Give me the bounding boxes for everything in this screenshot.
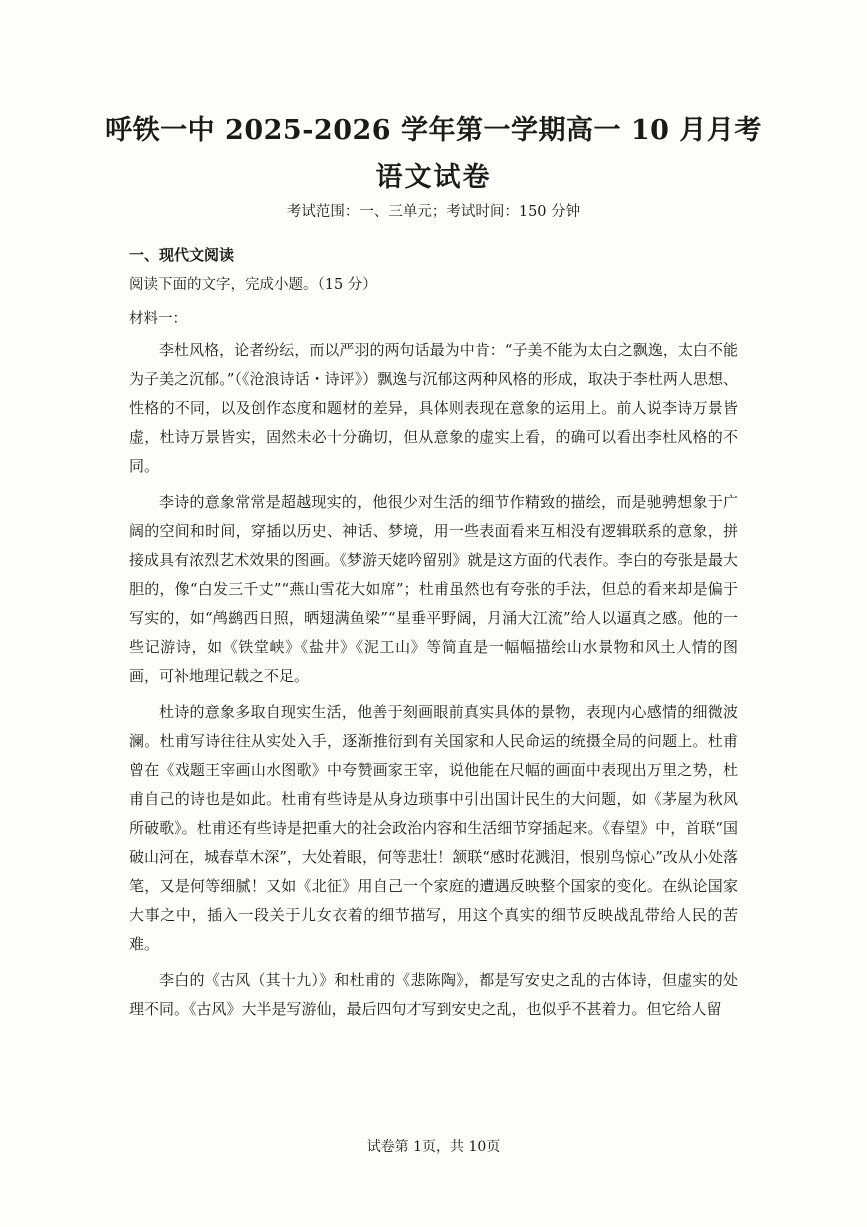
passage-paragraph-1: 李杜风格，论者纷纭，而以严羽的两句话最为中肯：“子美不能为太白之飘逸，太白不能为子美之沉郁。”（《沧浪诗话・诗评》）飘逸与沉郁这两种风格的形成，取决于李杜两人思想、性格的不同，以及创作态度和题材的差异，具体则表现在意象的运用上。前人说李诗万景皆虚，杜诗万景皆实，固然未必十分确切，但从意象的虚实上看，的确可以看出李杜风格的不同。	[129, 341, 738, 475]
reading-passage	[129, 336, 738, 1031]
passage-paragraph-2: 李诗的意象常常是超越现实的，他很少对生活的细节作精致的描绘，而是驰骋想象于广阔的空间和时间，穿插以历史、神话、梦境，用一些表面看来互相没有逻辑联系的意象，拼接成具有浓烈艺术效果的图画。《梦游天姥吟留别》就是这方面的代表作。李白的夸张是最大胆的，像“白发三千丈”“燕山雪花大如席”；杜甫虽然也有夸张的手法，但总的看来却是偏于写实的，如“鸬鹚西日照，晒翅满鱼梁”“星垂平野阔，月涌大江流”给人以逼真之感。他的一些记游诗，如《铁堂峡》《盐井》《泥工山》等简直是一幅幅描绘山水景物和风土人情的图画，可补地理记载之不足。	[129, 493, 738, 685]
section-instruction: 阅读下面的文字，完成小题。（15 分）	[129, 277, 377, 293]
exam-info: 考试范围：一、三单元；考试时间：150 分钟	[286, 204, 581, 220]
section-heading: 一、现代文阅读	[129, 246, 235, 264]
material-label: 材料一：	[129, 311, 187, 327]
exam-subtitle: 语文试卷	[375, 162, 492, 193]
passage-paragraph-4: 李白的《古风（其十九）》和杜甫的《悲陈陶》，都是写安史之乱的古体诗，但虚实的处理不同。《古风》大半是写游仙，最后四句才写到安史之乱，也似乎不甚着力。但它给人留	[129, 971, 738, 1018]
exam-title: 呼铁一中 2025-2026 学年第一学期高一 10 月月考	[105, 115, 762, 146]
page-footer: 试卷第 1页，共 10页	[366, 1139, 501, 1155]
passage-paragraph-3: 杜诗的意象多取自现实生活，他善于刻画眼前真实具体的景物，表现内心感情的细微波澜。杜甫写诗往往从实处入手，逐渐推衍到有关国家和人民命运的统摄全局的问题上。杜甫曾在《戏题王宰画山水图歌》中夸赞画家王宰，说他能在尺幅的画面中表现出万里之势，杜甫自己的诗也是如此。杜甫有些诗是从身边琐事中引出国计民生的大问题，如《茅屋为秋风所破歌》。杜甫还有些诗是把重大的社会政治内容和生活细节穿插起来。《春望》中，首联“国破山河在，城春草木深”，大处着眼，何等悲壮！颔联“感时花溅泪，恨别鸟惊心”改从小处落笔，又是何等细腻！又如《北征》用自己一个家庭的遭遇反映整个国家的变化。在纵论国家大事之中，插入一段关于儿女衣着的细节描写，用这个真实的细节反映战乱带给人民的苦难。	[129, 703, 738, 953]
